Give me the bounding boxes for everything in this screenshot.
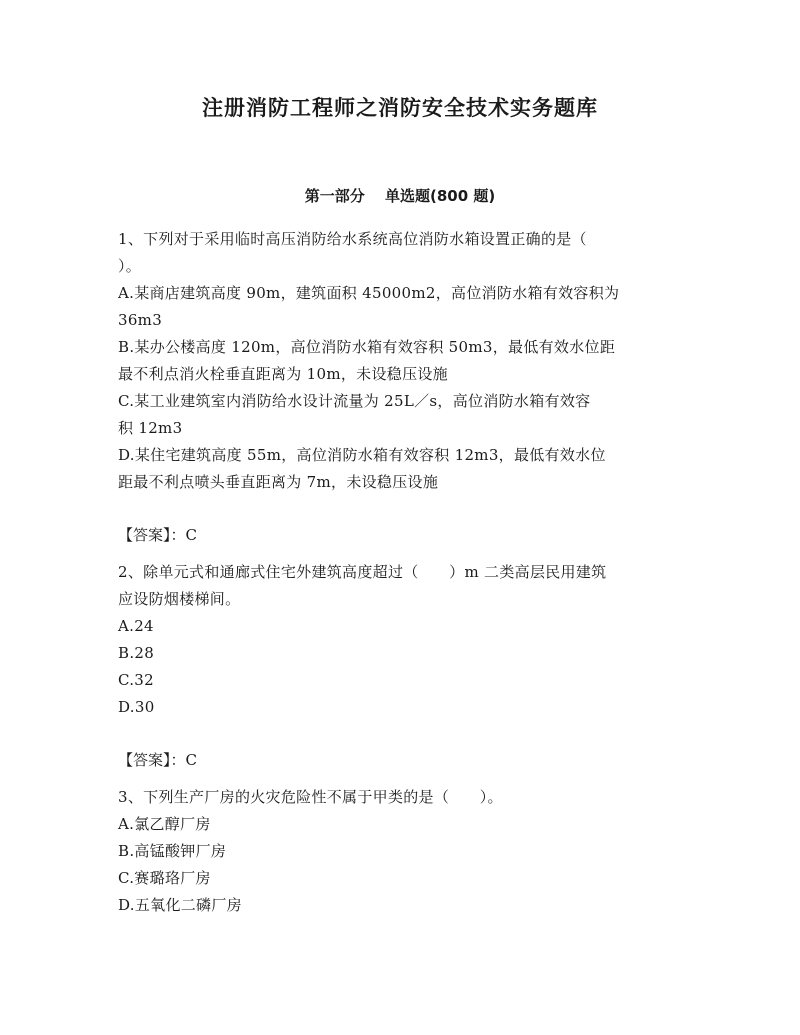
section-title: 第一部分 单选题(800 题) xyxy=(304,187,496,205)
spacer xyxy=(118,721,684,747)
spacer xyxy=(118,774,684,784)
question-stem-line: 3、下列生产厂房的火灾危险性不属于甲类的是（ ）。 xyxy=(118,788,503,806)
question-1 xyxy=(118,226,684,549)
option-line: 积 12m3 xyxy=(118,419,183,437)
option-line: B.高锰酸钾厂房 xyxy=(118,842,227,860)
spacer xyxy=(118,549,684,559)
question-2 xyxy=(118,559,684,774)
option-line: 距最不利点喷头垂直距离为 7m，未设稳压设施 xyxy=(118,473,439,491)
option-line: C.某工业建筑室内消防给水设计流量为 25L／s，高位消防水箱有效容 xyxy=(118,392,591,410)
question-stem-line: ）。 xyxy=(118,257,142,275)
question-stem-line: 1、下列对于采用临时高压消防给水系统高位消防水箱设置正确的是（ xyxy=(118,230,587,248)
question-3 xyxy=(118,784,684,919)
option-line: D.某住宅建筑高度 55m，高位消防水箱有效容积 12m3，最低有效水位 xyxy=(118,446,606,464)
option-line: A.24 xyxy=(118,617,154,635)
option-line: B.某办公楼高度 120m，高位消防水箱有效容积 50m3，最低有效水位距 xyxy=(118,338,616,356)
option-line: 最不利点消火栓垂直距离为 10m，未设稳压设施 xyxy=(118,365,448,383)
option-line: C.赛璐珞厂房 xyxy=(118,869,211,887)
option-line: 36m3 xyxy=(118,311,163,329)
option-line: A.某商店建筑高度 90m，建筑面积 45000m2，高位消防水箱有效容积为 xyxy=(118,284,620,302)
question-stem-line: 应设防烟楼梯间。 xyxy=(118,590,241,608)
answer-label: 【答案】：C xyxy=(118,751,197,769)
option-line: D.五氧化二磷厂房 xyxy=(118,896,242,914)
document-title: 注册消防工程师之消防安全技术实务题库 xyxy=(202,96,598,120)
question-list xyxy=(118,226,684,919)
option-line: D.30 xyxy=(118,698,155,716)
question-stem-line: 2、除单元式和通廊式住宅外建筑高度超过（ ）m 二类高层民用建筑 xyxy=(118,563,607,581)
answer-label: 【答案】：C xyxy=(118,526,197,544)
option-line: A.氯乙醇厂房 xyxy=(118,815,211,833)
spacer xyxy=(118,496,684,522)
option-line: C.32 xyxy=(118,671,154,689)
option-line: B.28 xyxy=(118,644,155,662)
